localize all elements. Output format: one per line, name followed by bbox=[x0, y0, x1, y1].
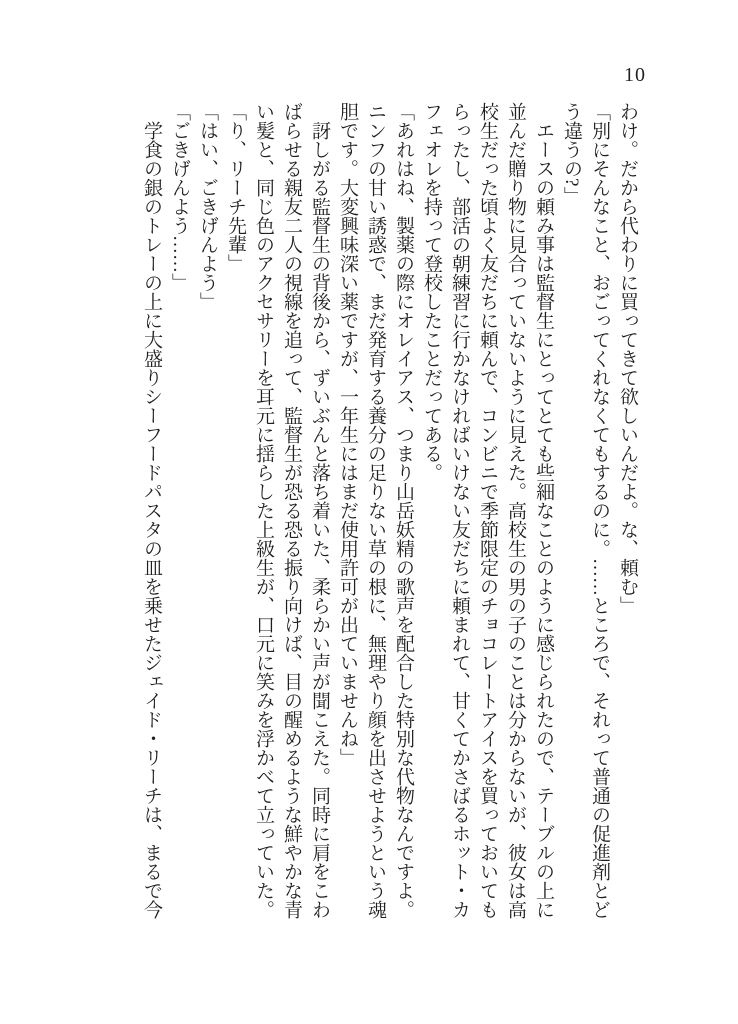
vertical-text-body bbox=[135, 102, 641, 922]
page-number: 10 bbox=[624, 64, 646, 86]
paragraph-dialogue: 「はい、ごきげんよう」 bbox=[197, 102, 218, 311]
paragraph-narration: エースの頼み事は監督生にとってとても些細なことのように感じられたので、テーブルの上に並んだ贈り物に見合っていないように見えた。高校生の男の子のことは分からないが、彼女は高校生だった頃よく友だちに頼んで、コンビニで季節限定のチョコレートアイスを買っておいてもらったし、部活の朝練習に行かなければいけない友だちに頼まれて、甘くてかさばるホット・カフェオレを持って登校したことだってある。 bbox=[421, 102, 554, 919]
paragraph-dialogue: 「り、リーチ先輩」 bbox=[225, 102, 246, 273]
paragraph-continuation: わけ。だから代わりに買ってきて欲しいんだよ。な、頼む」 bbox=[617, 102, 638, 615]
paragraph-narration: 訝しがる監督生の背後から、ずいぶんと落ち着いた、柔らかい声が聞こえた。同時に肩をこわばらせる親友二人の視線を追って、監督生が恐る恐る振り向けば、目の醒めるような鮮やかな青い髪と、同じ色のアクセサリーを耳元に揺らした上級生が、口元に笑みを浮かべて立っていた。 bbox=[253, 102, 330, 919]
paragraph-dialogue: 「あれはね、製薬の際にオレイアス、つまり山岳妖精の歌声を配合した特別な代物なんですよ。ニンフの甘い誘惑で、まだ発育する養分の足りない草の根に、無理やり顔を出させようという魂胆です。大変興味深い薬ですが、一年生にはまだ使用許可が出ていませんね」 bbox=[337, 102, 414, 919]
paragraph-narration: 学食の銀のトレーの上に大盛りシーフードパスタの皿を乗せたジェイド・リーチは、まるで今 bbox=[141, 121, 162, 919]
paragraph-dialogue: 「別にそんなこと、おごってくれなくてもするのに。……ところで、それって普通の促進剤とどう違うの?」 bbox=[561, 102, 610, 919]
paragraph-dialogue: 「ごきげんよう……」 bbox=[169, 102, 190, 292]
